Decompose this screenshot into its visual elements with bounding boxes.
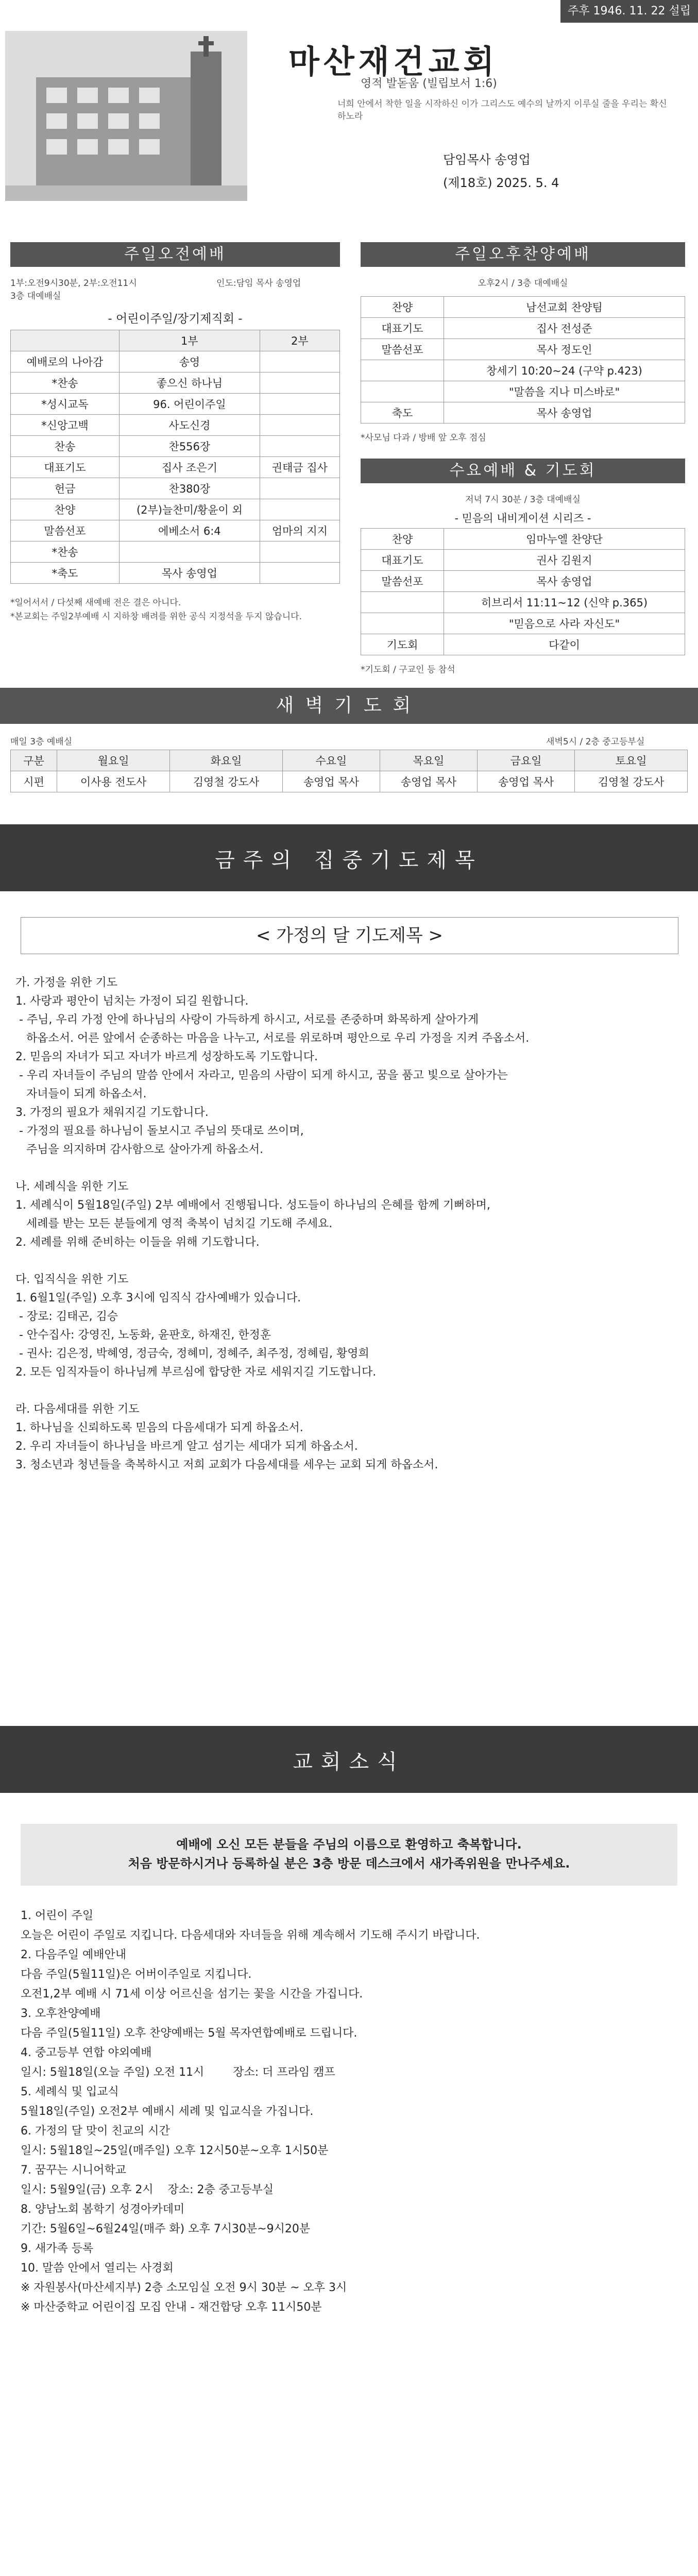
wednesday-cell: 목사 송영업 [444, 571, 685, 592]
afternoon-cell: 축도 [361, 402, 444, 423]
morning-cell [260, 499, 339, 520]
wednesday-row [361, 613, 685, 634]
wednesday-row [361, 634, 685, 655]
morning-cell: *찬송 [11, 372, 120, 394]
theme-verse: 영적 발돋움 (빌립보서 1:6) [361, 77, 497, 90]
morning-cell: 에베소서 6:4 [120, 520, 260, 541]
afternoon-row [361, 381, 685, 402]
dawn-cell: 화요일 [170, 750, 283, 771]
morning-cell: 좋으신 하나님 [120, 372, 260, 394]
church-building-icon [5, 31, 247, 201]
afternoon-cell: 창세기 10:20~24 (구약 p.423) [444, 360, 685, 381]
afternoon-cell [361, 360, 444, 381]
morning-cell: 찬556장 [120, 436, 260, 457]
dawn-cell: 월요일 [57, 750, 170, 771]
morning-place-note: 인도:담임 목사 송영업 [216, 278, 301, 289]
morning-header-cell: 2부 [260, 330, 339, 351]
notice-title: 교회소식 [293, 1750, 405, 1774]
afternoon-cell: 집사 전성준 [444, 318, 685, 339]
afternoon-cell: "말씀을 지나 미스바로" [444, 381, 685, 402]
morning-cell: (2부)늘찬미/황윤이 외 [120, 499, 260, 520]
morning-cell [260, 563, 339, 584]
pastor-name: 담임목사 송영업 [443, 152, 531, 167]
prayer-body: 가. 가정을 위한 기도 1. 사랑과 평안이 넘치는 가정이 되길 원합니다. - 주님, 우리 가정 안에 하나님의 사랑이 가득하게 하시고, 서로를 존중하며 화목하게 살아가게 하옵소서. 어른 앞에서 순종하는 마음을 나누고, 서로를 위로하며 평안으로 우리 가정을 지켜 주옵소서. 2. 믿음의 자녀가 되고 자녀가 바르게 성장하도록 기도합니다. - 우리 자녀들이 주님의 말씀 안에서 자라고, 믿음의 사람이 되게 하시고, 꿈을 품고 빛으로 살아가는 자녀들이 되게 하옵소서. 3. 가정의 필요가 채워지길 기도합니다. - 가정의 필요를 하나님이 돌보시고 주님의 뜻대로 쓰이며, 주님을 의지하며 감사함으로 살아가게 하옵소서. 나. 세례식을 위한 기도 1. 세례식이 5월18일(주일) 2부 예배에서 진행됩니다. 성도들이 하나님의 은혜를 함께 기뻐하며, 세례를 받는 모든 분들에게 영적 축복이 넘치길 기도해 주세요. 2. 세례를 위해 준비하는 이들을 위해 기도합니다. 다. 입직식을 위한 기도 1. 6월1일(주일) 오후 3시에 임직식 감사예배가 있습니다. - 장로: 김태곤, 김승 - 안수집사: 강영진, 노동화, 윤판호, 하재진, 한정훈 - 권사: 김은정, 박혜영, 정금숙, 정혜미, 정혜주, 최주정, 정혜림, 황영희 2. 모든 임직자들이 하나님께 부르심에 합당한 자로 세워지길 기도합니다. 라. 다음세대를 위한 기도 1. 하나님을 신뢰하도록 믿음의 다음세대가 되게 하옵소서. 2. 우리 자녀들이 하나님을 바르게 알고 섬기는 세대가 되게 하옵소서. 3. 청소년과 청년들을 축복하시고 저희 교회가 다음세대를 세우는 교회 되게 하옵소서. [15, 976, 530, 1471]
bulletin-header [0, 0, 698, 216]
afternoon-cell: 목사 송영업 [444, 402, 685, 423]
dawn-cell: 수요일 [282, 750, 380, 771]
morning-cell: 말씀선포 [11, 520, 120, 541]
dawn-schedule-table [10, 750, 688, 792]
morning-footnote-1: *일어서서 / 다섯째 새예배 전은 결은 아니다. [10, 598, 181, 608]
church-building-image [5, 31, 247, 201]
afternoon-cell: 남선교회 찬양팀 [444, 297, 685, 318]
morning-cell: 집사 조은기 [120, 457, 260, 478]
morning-cell: 송영 [120, 351, 260, 372]
dawn-cell: 이사용 전도사 [57, 771, 170, 792]
wednesday-order-table [361, 528, 685, 655]
welcome-box [21, 1824, 677, 1886]
wednesday-cell: 찬양 [361, 529, 444, 550]
wednesday-cell: 히브리서 11:11~12 (신약 p.365) [444, 592, 685, 613]
morning-header-row [11, 330, 340, 351]
dawn-cell: 송영업 목사 [478, 771, 575, 792]
morning-order-table [10, 330, 340, 584]
afternoon-cell: 대표기도 [361, 318, 444, 339]
dawn-cell: 송영업 목사 [380, 771, 477, 792]
morning-row [11, 541, 340, 563]
afternoon-cell [361, 381, 444, 402]
dawn-cell: 금요일 [478, 750, 575, 771]
issue-date: (제18호) 2025. 5. 4 [443, 176, 559, 190]
wednesday-theme: - 믿음의 내비게이션 시리즈 - [454, 512, 591, 524]
wednesday-time-note: 저녁 7시 30분 / 3층 대예배실 [465, 495, 581, 505]
wednesday-cell [361, 613, 444, 634]
dawn-cell: 시편 [11, 771, 57, 792]
morning-room-note: 3층 대예배실 [10, 291, 61, 301]
afternoon-row [361, 402, 685, 423]
morning-cell: 엄마의 지지 [260, 520, 339, 541]
dawn-cell: 김영철 강도사 [575, 771, 688, 792]
morning-theme: - 어린이주일/장기제직회 - [108, 312, 243, 326]
morning-cell [260, 541, 339, 563]
wednesday-worship-title: 수요예배 & 기도회 [361, 459, 685, 483]
morning-cell: *축도 [11, 563, 120, 584]
morning-cell: 찬380장 [120, 478, 260, 499]
prayer-subtitle: < 가정의 달 기도제목 > [256, 925, 443, 946]
morning-worship-title: 주일오전예배 [10, 242, 340, 267]
dawn-leaders-row [11, 771, 688, 792]
dawn-cell: 토요일 [575, 750, 688, 771]
wednesday-cell: 말씀선포 [361, 571, 444, 592]
morning-cell: *성시교독 [11, 394, 120, 415]
morning-cell: *신앙고백 [11, 415, 120, 436]
morning-cell: 사도신경 [120, 415, 260, 436]
morning-cell [260, 478, 339, 499]
afternoon-row [361, 360, 685, 381]
morning-row [11, 351, 340, 372]
afternoon-row [361, 318, 685, 339]
morning-cell: 찬송 [11, 436, 120, 457]
morning-cell: 권태금 집사 [260, 457, 339, 478]
afternoon-row [361, 339, 685, 360]
morning-header-cell [11, 330, 120, 351]
morning-cell: *찬송 [11, 541, 120, 563]
wednesday-cell [361, 592, 444, 613]
morning-cell [260, 394, 339, 415]
wednesday-cell: 다같이 [444, 634, 685, 655]
dawn-cell: 김영철 강도사 [170, 771, 283, 792]
dawn-prayer-title: 새벽기도회 [276, 695, 422, 716]
slogan: 너희 안에서 착한 일을 시작하신 이가 그리스도 예수의 날까지 이루실 줄을 우리는 확신하노라 [337, 99, 667, 122]
morning-cell [260, 415, 339, 436]
church-name: 마산재건교회 [288, 43, 499, 80]
wednesday-cell: 기도회 [361, 634, 444, 655]
notice-banner [0, 1726, 698, 1793]
dawn-cell: 구분 [11, 750, 57, 771]
welcome-text: 예배에 오신 모든 분들을 주님의 이름으로 환영하고 축복합니다. 처음 방문하시거나 등록하실 분은 3층 방문 데스크에서 새가족위원을 만나주세요. [128, 1837, 570, 1871]
morning-footnote-2: *본교회는 주일2부예배 시 지하창 배려를 위한 공식 지정석을 두지 않습니다. [10, 612, 302, 622]
dawn-left-note: 매일 3층 예배실 [10, 737, 73, 747]
wednesday-cell: 대표기도 [361, 550, 444, 571]
morning-row [11, 499, 340, 520]
afternoon-row [361, 297, 685, 318]
morning-cell: 예배로의 나아감 [11, 351, 120, 372]
morning-cell [260, 372, 339, 394]
wednesday-row [361, 571, 685, 592]
morning-row [11, 478, 340, 499]
wednesday-row [361, 592, 685, 613]
prayer-title: 금주의 집중기도제목 [215, 849, 483, 872]
dawn-prayer-banner [0, 688, 698, 724]
wednesday-row [361, 529, 685, 550]
morning-row [11, 520, 340, 541]
morning-row [11, 436, 340, 457]
wednesday-cell: "믿음으로 사라 자신도" [444, 613, 685, 634]
dawn-cell: 목요일 [380, 750, 477, 771]
prayer-banner [0, 824, 698, 891]
afternoon-cell: 목사 정도인 [444, 339, 685, 360]
morning-cell: 헌금 [11, 478, 120, 499]
morning-row [11, 394, 340, 415]
afternoon-cell: 말씀선포 [361, 339, 444, 360]
wednesday-footnote: *기도회 / 구교인 등 참석 [361, 665, 455, 675]
morning-row [11, 372, 340, 394]
morning-cell [260, 351, 339, 372]
morning-header-cell: 1부 [120, 330, 260, 351]
wednesday-row [361, 550, 685, 571]
morning-row [11, 415, 340, 436]
morning-row [11, 563, 340, 584]
notice-body: 1. 어린이 주일 오늘은 어린이 주일로 지킵니다. 다음세대와 자녀들을 위해 계속해서 기도해 주시기 바랍니다. 2. 다음주일 예배안내 다음 주일(5월11일)은 어버이주일로 지킵니다. 오전1,2부 예배 시 71세 이상 어르신을 섬기는 꽃을 시간을 가집니다. 3. 오후찬양예배 다음 주일(5월11일) 오후 찬양예배는 5월 목자연합예배로 드립니다. 4. 중고등부 연합 야외예배 일시: 5월18일(오늘 주일) 오전 11시 장소: 더 프라임 캠프 5. 세례식 및 입교식 5월18일(주일) 오전2부 예배시 세례 및 입교식을 가집니다. 6. 가정의 달 맞이 친교의 시간 일시: 5월18일~25일(매주일) 오후 12시50분~오후 1시50분 7. 꿈꾸는 시니어학교 일시: 5월9일(금) 오후 2시 장소: 2층 중고등부실 8. 양남노회 봄학기 성경아카데미 기간: 5월6일~6월24일(매주 화) 오후 7시30분~9시20분 9. 새가족 등록 10. 말씀 안에서 열리는 사경회 ※ 자원봉사(마산세지부) 2층 소모임실 오전 9시 30분 ~ 오후 3시 ※ 마산중학교 어린이집 모집 안내 - 재건합당 오후 11시50분 [21, 1909, 480, 2314]
afternoon-worship-title: 주일오후찬양예배 [361, 242, 685, 267]
morning-cell: 96. 어린이주일 [120, 394, 260, 415]
morning-time-note: 1부:오전9시30분, 2부:오전11시 [10, 278, 137, 289]
dawn-right-note: 새벽5시 / 2층 중고등부실 [546, 737, 645, 747]
founded-badge: 주후 1946. 11. 22 설립 [560, 0, 698, 23]
wednesday-cell: 권사 김원지 [444, 550, 685, 571]
afternoon-time-note: 오후2시 / 3층 대예배실 [478, 278, 568, 289]
afternoon-order-table [361, 296, 685, 423]
prayer-subtitle-box [21, 917, 678, 954]
afternoon-footnote: *사모님 다과 / 방배 앞 오후 점심 [361, 433, 486, 443]
dawn-cell: 송영업 목사 [282, 771, 380, 792]
morning-cell [120, 541, 260, 563]
morning-cell: 찬양 [11, 499, 120, 520]
morning-row [11, 457, 340, 478]
morning-cell [260, 436, 339, 457]
morning-cell: 대표기도 [11, 457, 120, 478]
wednesday-cell: 임마누엘 찬양단 [444, 529, 685, 550]
afternoon-cell: 찬양 [361, 297, 444, 318]
morning-cell: 목사 송영업 [120, 563, 260, 584]
dawn-days-row [11, 750, 688, 771]
